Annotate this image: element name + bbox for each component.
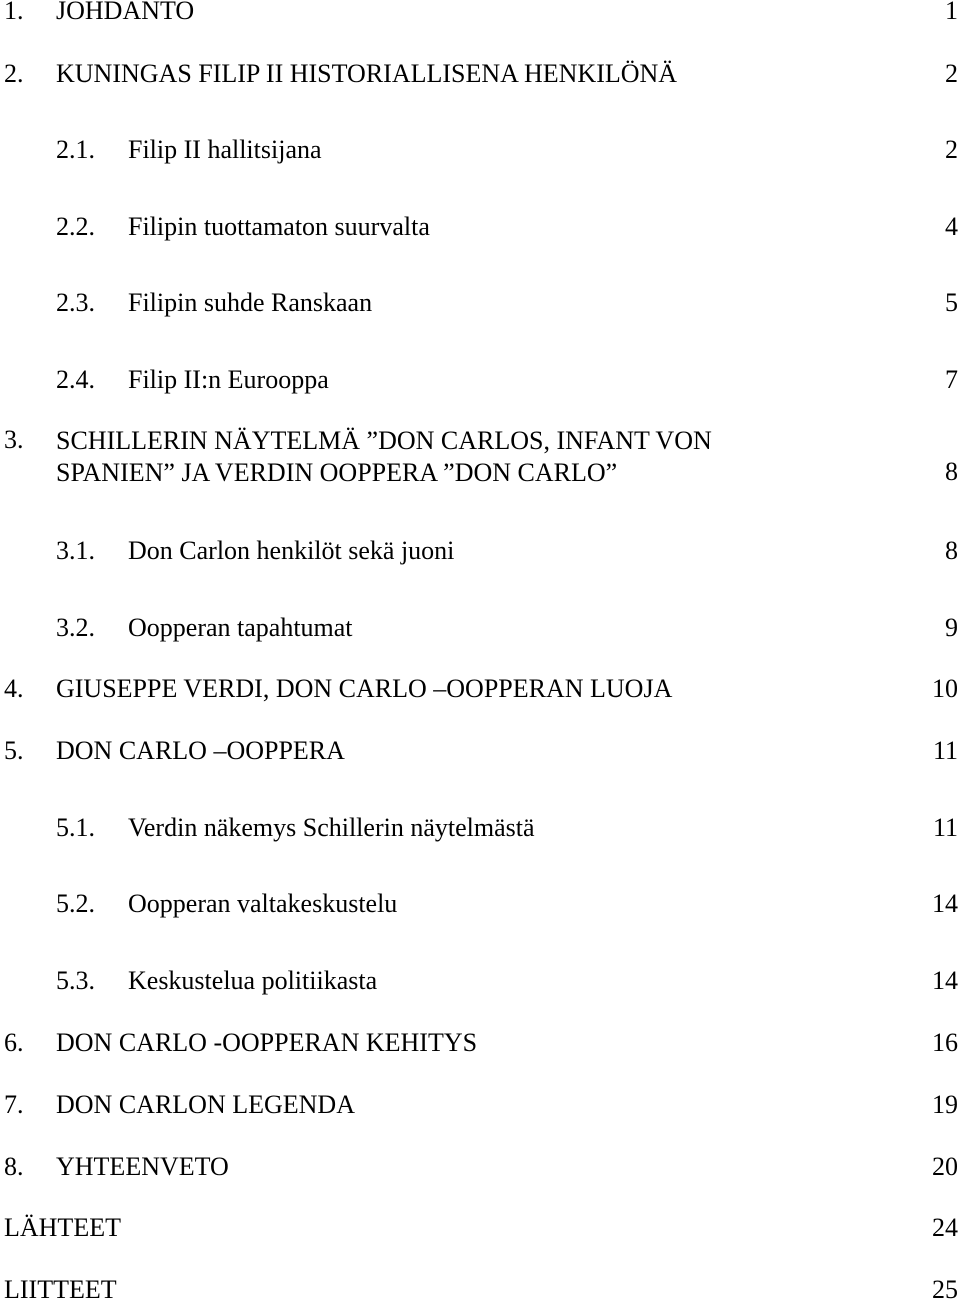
toc-number: 5.3. <box>56 966 95 995</box>
toc-number: 2.3. <box>56 288 95 317</box>
toc-title: DON CARLO –OOPPERA <box>56 736 345 765</box>
toc-title: Filip II:n Eurooppa <box>128 365 329 394</box>
toc-title: Oopperan valtakeskustelu <box>128 889 398 918</box>
toc-title: KUNINGAS FILIP II HISTORIALLISENA HENKILÖNÄ <box>56 59 678 88</box>
toc-page-number: 11 <box>932 736 958 765</box>
toc-page-number: 24 <box>932 1213 958 1242</box>
toc-number: 4. <box>4 674 24 703</box>
toc-page-number: 5 <box>945 288 958 317</box>
toc-number: 6. <box>4 1028 24 1057</box>
toc-number: 2.1. <box>56 135 95 164</box>
toc-title: YHTEENVETO <box>56 1152 229 1181</box>
toc-page-number: 7 <box>945 365 958 394</box>
toc-number: 5.2. <box>56 889 95 918</box>
toc-title: Don Carlon henkilöt sekä juoni <box>128 536 455 565</box>
toc-number: 5. <box>4 736 24 765</box>
toc-title: LIITTEET <box>4 1275 117 1304</box>
toc-title: Filipin tuottamaton suurvalta <box>128 212 430 241</box>
toc-page-number: 8 <box>945 536 958 565</box>
toc-title: Verdin näkemys Schillerin näytelmästä <box>128 813 535 842</box>
toc-page-number: 9 <box>945 613 958 642</box>
toc-title: Filip II hallitsijana <box>128 135 322 164</box>
toc-number: 2.2. <box>56 212 95 241</box>
toc-number: 7. <box>4 1090 24 1119</box>
toc-page-number: 25 <box>932 1275 958 1304</box>
toc-page-number: 14 <box>932 966 958 995</box>
toc-page-number: 2 <box>945 59 958 88</box>
toc-title-line-2: SPANIEN” JA VERDIN OOPPERA ”DON CARLO” <box>56 458 618 487</box>
toc-page-number: 19 <box>932 1090 958 1119</box>
toc-title: Keskustelua politiikasta <box>128 966 378 995</box>
toc-page-number: 1 <box>945 0 958 25</box>
toc-page-number: 20 <box>932 1152 958 1181</box>
toc-number: 1. <box>4 0 24 25</box>
toc-page-number: 14 <box>932 889 958 918</box>
toc-title: DON CARLO -OOPPERAN KEHITYS <box>56 1028 478 1057</box>
toc-number: 3.2. <box>56 613 95 642</box>
toc-title: LÄHTEET <box>4 1213 121 1242</box>
toc-title-line-1: SCHILLERIN NÄYTELMÄ ”DON CARLOS, INFANT VON <box>56 426 712 455</box>
toc-number: 3. <box>4 425 24 454</box>
toc-page-number: 16 <box>932 1028 958 1057</box>
toc-page-number: 4 <box>945 212 958 241</box>
toc-number: 3.1. <box>56 536 95 565</box>
toc-number: 5.1. <box>56 813 95 842</box>
toc-title: Oopperan tapahtumat <box>128 613 353 642</box>
toc-title: JOHDANTO <box>56 0 195 25</box>
toc-title: GIUSEPPE VERDI, DON CARLO –OOPPERAN LUOJA <box>56 674 673 703</box>
toc-number: 8. <box>4 1152 24 1181</box>
toc-page-number: 10 <box>932 674 958 703</box>
toc-title: DON CARLON LEGENDA <box>56 1090 355 1119</box>
toc-page-number: 2 <box>945 135 958 164</box>
toc-number: 2.4. <box>56 365 95 394</box>
toc-title <box>56 425 712 489</box>
toc-number: 2. <box>4 59 24 88</box>
toc-page-number: 11 <box>932 813 958 842</box>
toc-page-number: 8 <box>945 457 958 486</box>
toc-title: Filipin suhde Ranskaan <box>128 288 373 317</box>
